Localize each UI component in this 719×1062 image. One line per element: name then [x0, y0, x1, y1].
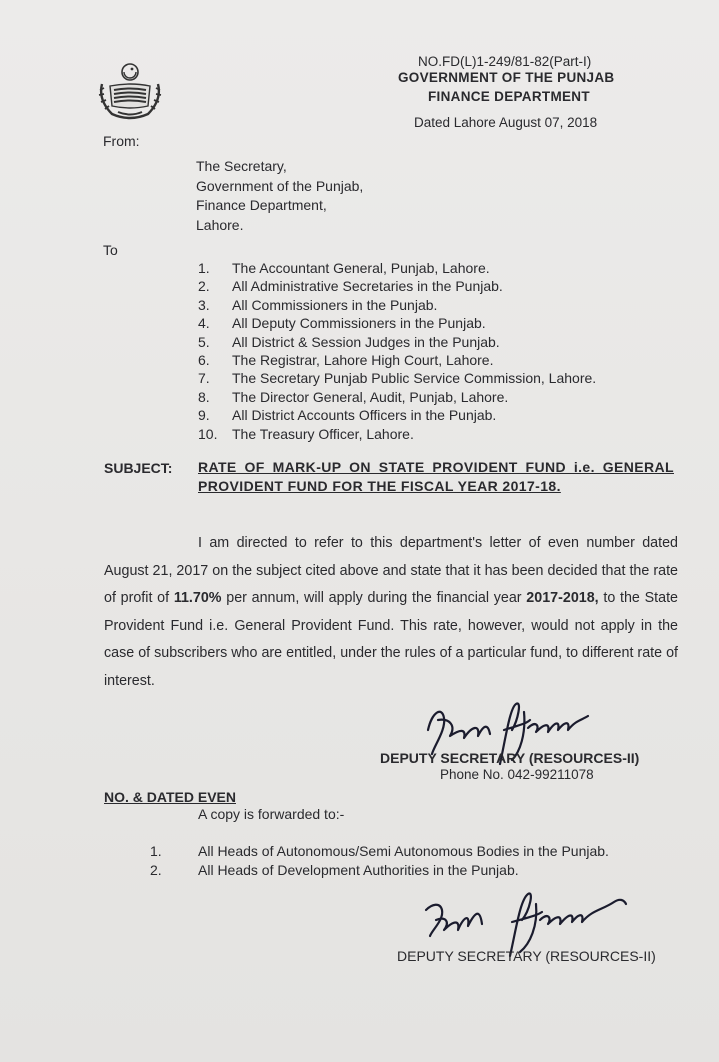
signatory-title-2: DEPUTY SECRETARY (RESOURCES-II): [397, 948, 656, 964]
list-item: 1. The Accountant General, Punjab, Lahore.: [198, 260, 490, 276]
reference-number: NO.FD(L)1-249/81-82(Part-I): [418, 54, 592, 69]
list-item: 7. The Secretary Punjab Public Service Commission, Lahore.: [198, 370, 597, 387]
recipient-list: [198, 259, 596, 443]
list-item: 4. All Deputy Commissioners in the Punjab.: [198, 315, 486, 332]
list-item: 6. The Registrar, Lahore High Court, Lahore.: [198, 352, 494, 369]
financial-year: 2017-2018,: [526, 590, 599, 607]
profit-rate: 11.70%: [173, 590, 222, 607]
forward-heading: NO. & DATED EVEN: [104, 789, 236, 805]
list-item: 2. All Heads of Development Authorities in the Punjab.: [150, 861, 519, 878]
list-item: 5. All District & Session Judges in the Punjab.: [198, 333, 500, 350]
list-item: 10. The Treasury Officer, Lahore.: [198, 425, 414, 442]
date-line: Dated Lahore August 07, 2018: [414, 115, 598, 130]
department-name: FINANCE DEPARTMENT: [428, 89, 590, 104]
forward-intro: A copy is forwarded to:-: [198, 806, 345, 822]
from-line: Government of the Punjab,: [196, 177, 364, 194]
list-item: 1. All Heads of Autonomous/Semi Autonomous Bodies in the Punjab.: [150, 843, 609, 859]
list-item: 3. All Commissioners in the Punjab.: [198, 296, 438, 313]
from-label: From:: [103, 133, 140, 149]
list-item: 8. The Director General, Audit, Punjab, Lahore.: [198, 388, 509, 405]
from-line: The Secretary,: [196, 158, 287, 174]
subject-text: RATE OF MARK-UP ON STATE PROVIDENT FUND i.e. GENERAL PROVIDENT FUND FOR THE FISCAL YEAR 2017-18.: [198, 459, 674, 494]
list-item: 9. All District Accounts Officers in the Punjab.: [198, 407, 497, 424]
signatory-title: DEPUTY SECRETARY (RESOURCES-II): [380, 750, 640, 766]
to-label: To: [103, 242, 118, 258]
list-item: 2. All Administrative Secretaries in the Punjab.: [198, 278, 503, 295]
punjab-emblem-icon: [96, 60, 164, 122]
from-address: [196, 157, 363, 235]
subject-label: SUBJECT:: [104, 460, 173, 476]
from-line: Lahore.: [196, 216, 244, 233]
phone-number: Phone No. 042-99211078: [440, 767, 594, 782]
copy-list: [150, 842, 609, 879]
government-name: GOVERNMENT OF THE PUNJAB: [398, 70, 615, 85]
from-line: Finance Department,: [196, 197, 327, 213]
body-paragraph: I am directed to refer to this department's letter of even number dated August 21, 2017 on the subject cited above and state that it has been decided that the rate of profit of 11.70% per annum, will apply during the financial year 2017-2018, to the State Provident Fund i.e. General Provident Fund. This rate, however, would not apply in the case of subscribers who are entitled, under the rules of a particular fund, to different rate of interest.: [104, 535, 678, 689]
